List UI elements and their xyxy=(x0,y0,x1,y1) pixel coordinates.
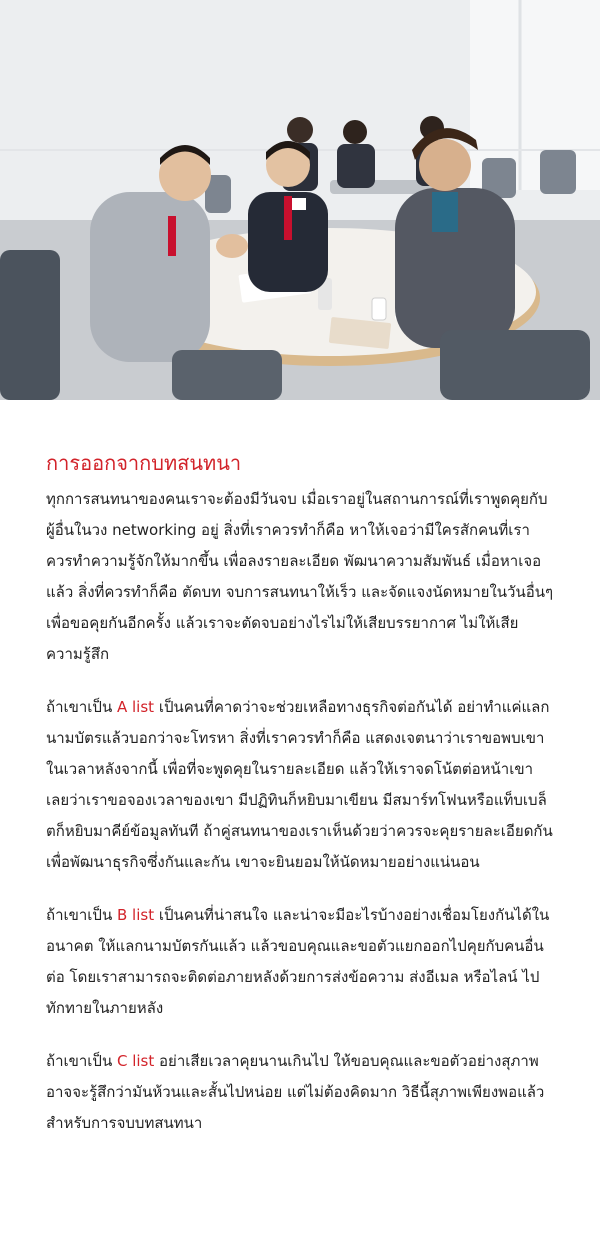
paragraph-b-list xyxy=(46,900,554,1024)
paragraph-intro: ทุกการสนทนาของคนเราจะต้องมีวันจบ เมื่อเราอยู่ในสถานการณ์ที่เราพูดคุยกับผู้อื่นในวง networking อยู่ สิ่งที่เราควรทำก็คือ หาให้เจอว่ามีใครสักคนที่เราควรทำความรู้จักให้มากขึ้น เพื่อลงรายละเอียด พัฒนาความสัมพันธ์ เมื่อหาเจอแล้ว สิ่งที่ควรทำก็คือ ตัดบท จบการสนทนาให้เร็ว และจัดแจงนัดหมายในวันอื่นๆ เพื่อขอคุยกันอีกครั้ง แล้วเราจะตัดจบอย่างไรไม่ให้เสียบรรยากาศ ไม่ให้เสียความรู้สึก xyxy=(46,490,554,663)
paragraph-a-list-lead: ถ้าเขาเป็น xyxy=(46,698,117,716)
paragraph-a-list xyxy=(46,692,554,878)
article xyxy=(0,400,600,1139)
paragraph-c-list-body: อย่าเสียเวลาคุยนานเกินไป ให้ขอบคุณและขอตัวอย่างสุภาพ อาจจะรู้สึกว่ามันห้วนและสั้นไปหน่อย แต่ไม่ต้องคิดมาก วิธีนี้สุภาพเพียงพอแล้วสำหรับการจบบทสนทนา xyxy=(46,1052,545,1132)
hero-image xyxy=(0,0,600,400)
article-heading: การออกจากบทสนทนา xyxy=(46,451,242,475)
c-list-highlight: C list xyxy=(116,1052,155,1070)
paragraph-b-list-body: เป็นคนที่น่าสนใจ และน่าจะมีอะไรบ้างอย่างเชื่อมโยงกันได้ในอนาคต ให้แลกนามบัตรกันแล้ว แล้วขอบคุณและขอตัวแยกออกไปคุยกับคนอื่นต่อ โดยเราสามารถจะติดต่อภายหลังด้วยการส่งข้อความ ส่งอีเมล หรือไลน์ ไปทักทายในภายหลัง xyxy=(46,906,550,1017)
paragraph-c-list xyxy=(46,1046,554,1139)
paragraph-a-list-body: เป็นคนที่คาดว่าจะช่วยเหลือทางธุรกิจต่อกันได้ อย่าทำแค่แลกนามบัตรแล้วบอกว่าจะโทรหา สิ่งที่เราควรทำก็คือ แสดงเจตนาว่าเราขอพบเขาในเวลาหลังจากนี้ เพื่อที่จะพูดคุยในรายละเอียด แล้วให้เราจดโน้ตต่อหน้าเขาเลยว่าเราขอจองเวลาของเขา มีปฏิทินก็หยิบมาเขียน มีสมาร์ทโฟนหรือแท็บเบล็ตก็หยิบมาคีย์ข้อมูลทันที ถ้าคู่สนทนาของเราเห็นด้วยว่าควรจะคุยรายละเอียดกันเพื่อพัฒนาธุรกิจซึ่งกันและกัน เขาจะยินยอมให้นัดหมายอย่างแน่นอน xyxy=(46,698,553,871)
b-list-highlight: B list xyxy=(116,906,155,924)
a-list-highlight: A list xyxy=(116,698,155,716)
paragraph-c-list-lead: ถ้าเขาเป็น xyxy=(46,1052,117,1070)
paragraph-b-list-lead: ถ้าเขาเป็น xyxy=(46,906,117,924)
meeting-photo-illustration xyxy=(0,0,600,400)
